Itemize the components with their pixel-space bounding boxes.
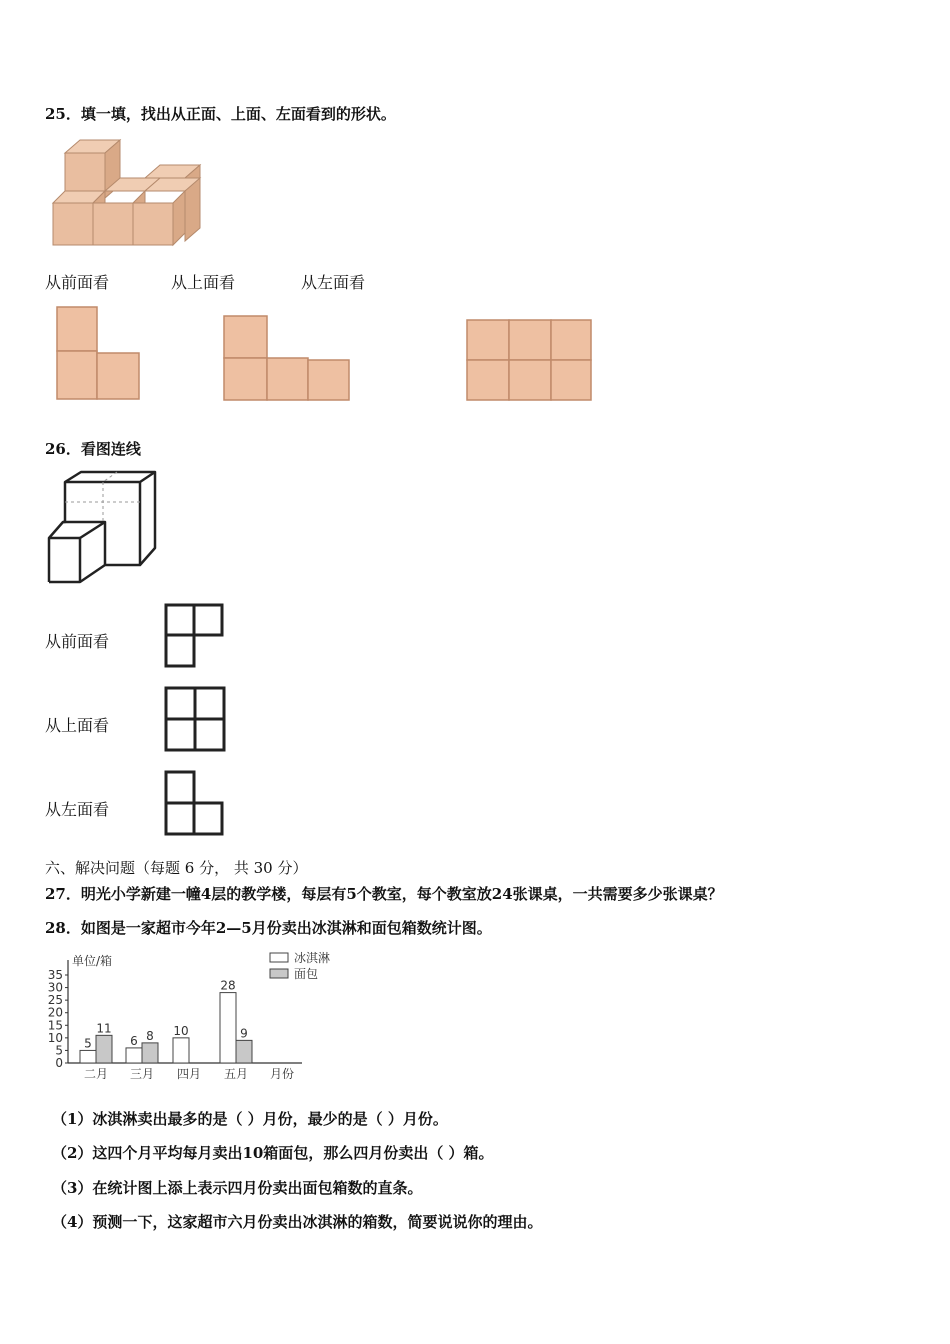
q26-grid-left [164,770,226,838]
chart-y-tick-label: 5 [55,1043,63,1058]
chart-x-label: 月份 [270,1067,295,1081]
chart-x-tick-label: 二月 [83,1067,109,1081]
legend-bread-swatch [270,969,288,978]
chart-x-tick-label: 四月 [176,1067,202,1081]
q25-view-shape-3 [465,318,595,403]
q28-sub3: （3）在统计图上添上表示四月份卖出面包箱数的直条。 [52,1179,423,1197]
q25-cube-figure [50,133,210,248]
chart-data-label: 10 [173,1023,189,1038]
q28-title: 28．如图是一家超市今年2—5月份卖出冰淇淋和面包箱数统计图。 [45,919,492,937]
q25-title: 25．填一填，找出从正面、上面、左面看到的形状。 [45,105,396,123]
q27-text: 27．明光小学新建一幢4层的教学楼，每层有5个教室，每个教室放24张课桌，一共需要多少张课桌？ [45,885,723,903]
q28-sub4: （4）预测一下，这家超市六月份卖出冰淇淋的箱数，简要说说你的理由。 [52,1213,543,1231]
chart-bar-icecream [126,1048,142,1063]
chart-data-label: 6 [130,1033,138,1048]
q26-label-top: 从上面看 [45,716,110,735]
legend-icecream-label: 冰淇淋 [294,951,331,965]
chart-y-tick-label: 30 [47,980,63,995]
chart-bar-bread [142,1043,158,1063]
chart-x-tick-label: 五月 [223,1067,249,1081]
legend-bread-label: 面包 [294,967,319,981]
chart-data-label: 28 [220,978,236,993]
chart-y-tick-label: 15 [47,1018,63,1033]
chart-bar-bread [96,1035,112,1063]
chart-data-label: 8 [146,1028,154,1043]
chart-data-label: 11 [96,1021,112,1036]
legend-icecream-swatch [270,953,288,962]
q26-label-left: 从左面看 [45,800,110,819]
chart-y-tick-label: 25 [47,993,63,1008]
chart-y-tick-label: 10 [47,1030,63,1045]
q26-title: 26．看图连线 [45,440,141,458]
chart-bar-bread [236,1040,252,1063]
q25-view-shape-1 [55,305,145,405]
chart-data-label: 5 [84,1036,92,1051]
q26-solid-figure [45,470,160,588]
q26-grid-top [164,686,228,754]
chart-y-label: 单位/箱 [72,954,113,968]
chart-y-tick-label: 20 [47,1005,63,1020]
chart-data-label: 9 [240,1026,248,1041]
chart-y-tick-label: 0 [55,1056,63,1070]
section6-title: 六、解决问题（每题 6 分， 共 30 分） [45,859,308,877]
chart-bar-icecream [173,1038,189,1063]
chart-y-tick-label: 35 [47,968,63,982]
q25-label-top: 从上面看 [171,273,236,292]
q28-sub1: （1）冰淇淋卖出最多的是（ ）月份，最少的是（ ）月份。 [52,1110,448,1128]
chart-bar-icecream [80,1050,96,1063]
q26-label-front: 从前面看 [45,632,110,651]
q25-view-shape-2 [222,314,352,404]
q28-sub2: （2）这四个月平均每月卖出10箱面包，那么四月份卖出（ ）箱。 [52,1144,494,1162]
chart-x-tick-label: 三月 [129,1067,155,1081]
q25-label-front: 从前面看 [45,273,110,292]
chart-bar-icecream [220,993,236,1063]
q25-label-left: 从左面看 [301,273,366,292]
q26-grid-front [164,602,226,670]
q28-bar-chart [40,950,330,1085]
